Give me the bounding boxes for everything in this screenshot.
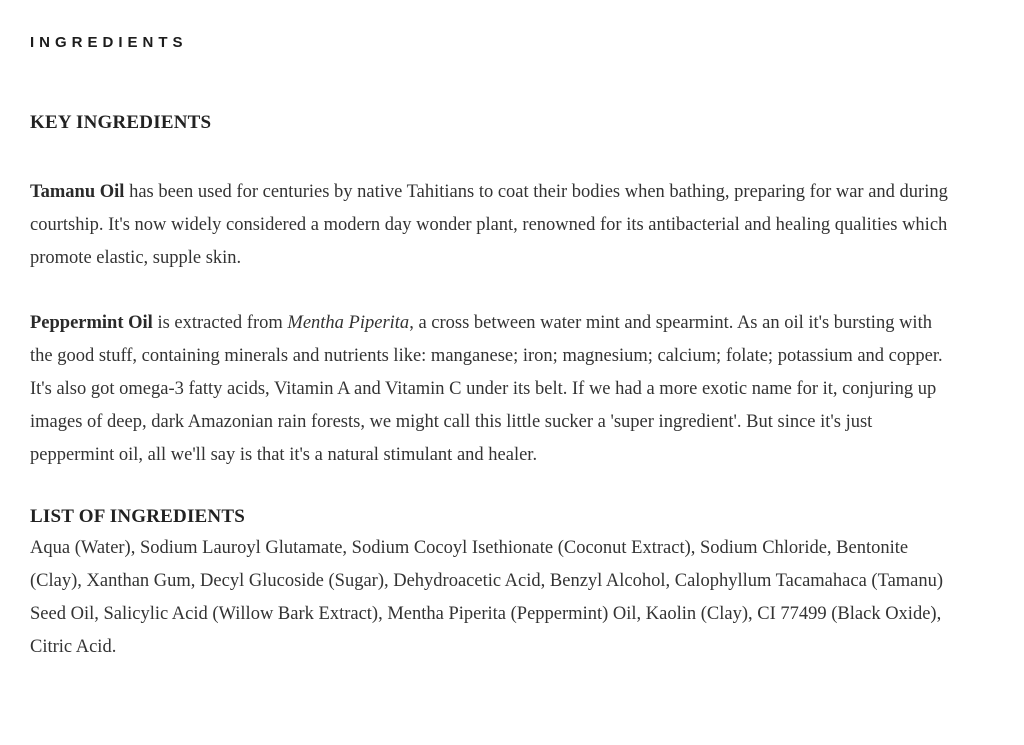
key-ingredients-heading: KEY INGREDIENTS <box>30 112 212 133</box>
peppermint-oil-paragraph <box>30 307 952 472</box>
peppermint-oil-text-before-italic: is extracted from <box>152 313 288 333</box>
peppermint-latin-name: Mentha Piperita <box>287 313 410 333</box>
ingredient-list-text: Aqua (Water), Sodium Lauroyl Glutamate, Sodium Cocoyl Isethionate (Coconut Extract), Sodium Chloride, Bentonite (Clay), Xanthan Gum, Decyl Glucoside (Sugar), Dehydroacetic Acid, Benzyl Alcohol, Calophyllum Tacamahaca (Tamanu) Seed Oil, Salicylic Acid (Willow Bark Extract), Mentha Piperita (Peppermint) Oil, Kaolin (Clay), CI 77499 (Black Oxide), Citric Acid. <box>30 538 944 657</box>
list-of-ingredients-heading: LIST OF INGREDIENTS <box>30 506 245 527</box>
peppermint-oil-text-after-italic: , a cross between water mint and spearmint. As an oil it's bursting with the good stuff, containing minerals and nutrients like: manganese; iron; magnesium; calcium; folate; potassium and copper. It's also got omega-3 fatty acids, Vitamin A and Vitamin C under its belt. If we had a more exotic name for it, conjuring up images of deep, dark Amazonian rain forests, we might call this little sucker a 'super ingredient'. But since it's just peppermint oil, all we'll say is that it's a natural stimulant and healer. <box>30 313 943 465</box>
tamanu-oil-text: has been used for centuries by native Tahitians to coat their bodies when bathing, preparing for war and during courtship. It's now widely considered a modern day wonder plant, renowned for its antibacterial and healing qualities which promote elastic, supple skin. <box>30 182 948 268</box>
peppermint-oil-lead: Peppermint Oil <box>30 313 153 333</box>
tamanu-oil-paragraph <box>30 176 952 275</box>
ingredients-section-title: INGREDIENTS <box>30 34 188 51</box>
tamanu-oil-lead: Tamanu Oil <box>30 182 125 202</box>
